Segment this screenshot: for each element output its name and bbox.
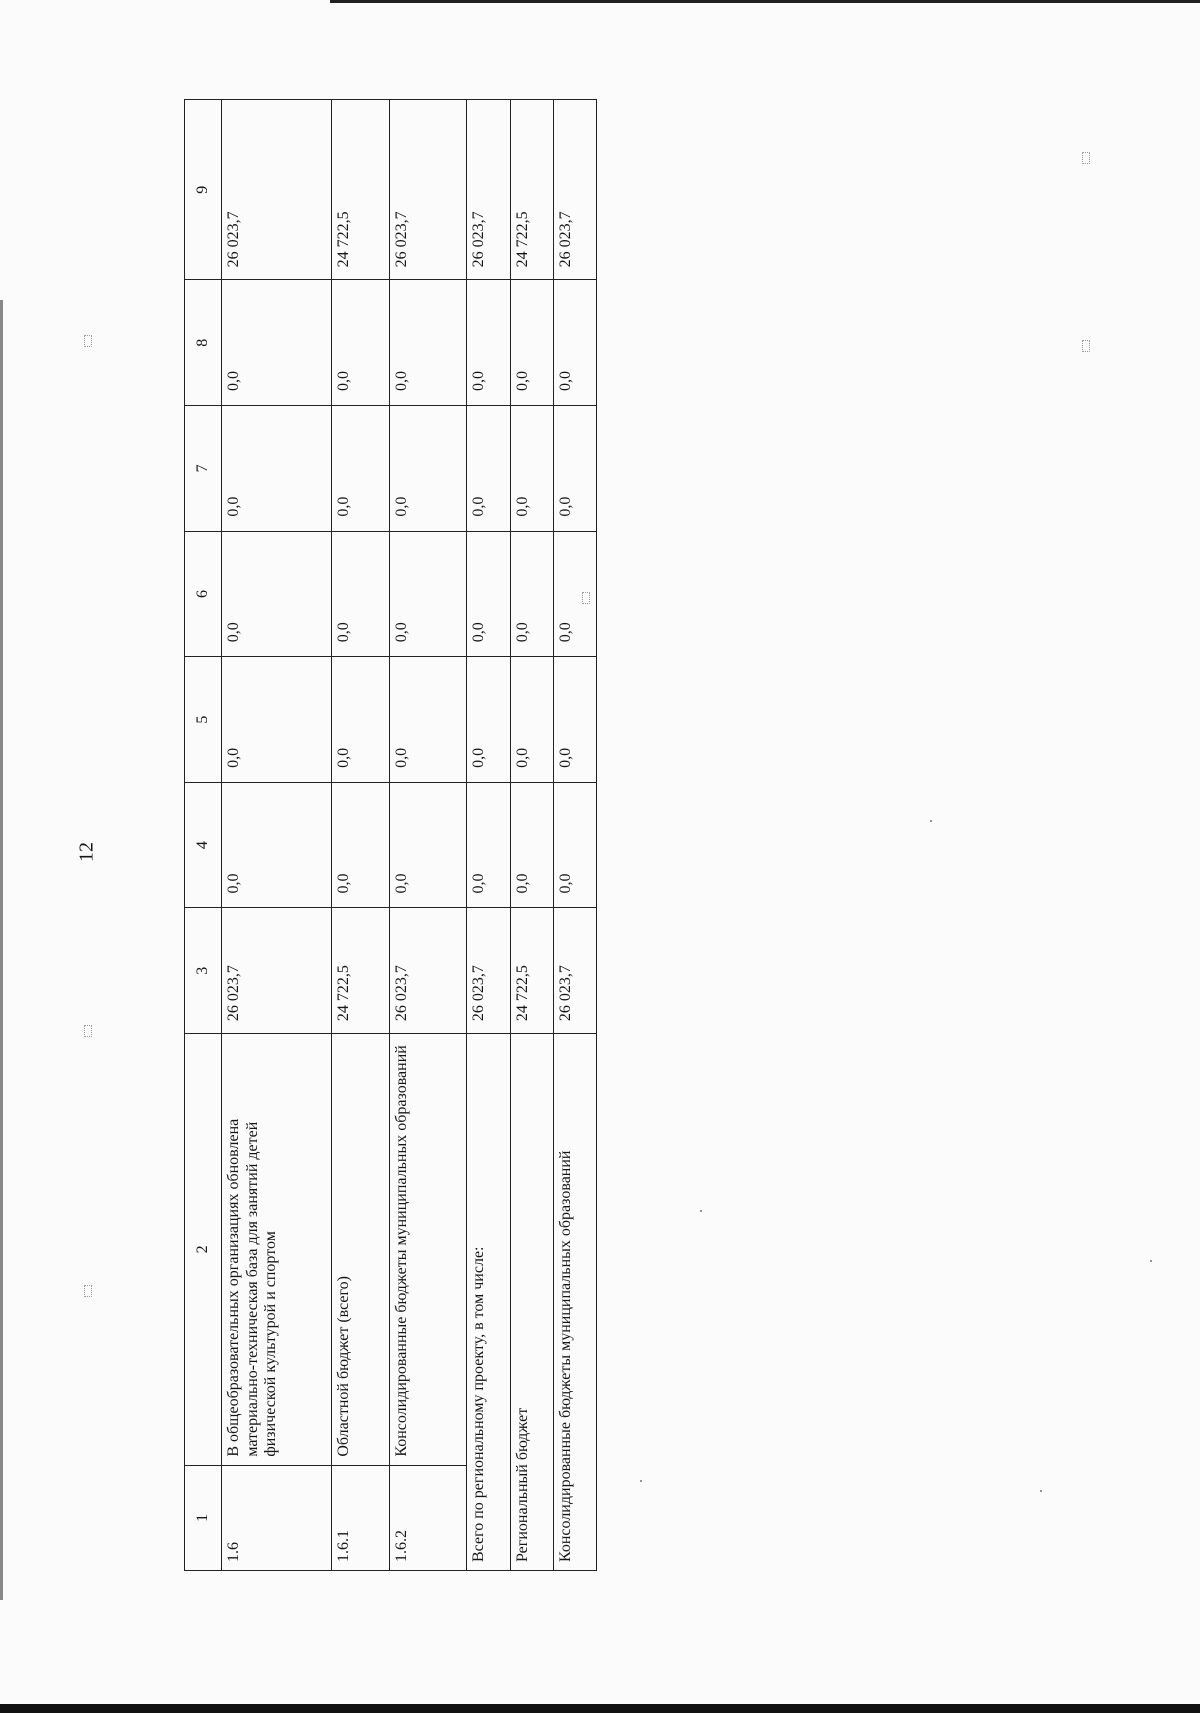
row-name: Областной бюджет (всего) [331, 1034, 389, 1466]
value-cell: 0,0 [222, 782, 331, 908]
header-cell: 6 [185, 531, 222, 657]
scan-speck [84, 1285, 92, 1297]
total-row [467, 100, 510, 1571]
value-cell: 0,0 [553, 531, 596, 657]
scan-speck [1040, 1490, 1042, 1492]
scan-speck [640, 1480, 642, 1482]
value-cell: 0,0 [467, 531, 510, 657]
scan-speck [84, 335, 92, 347]
total-label: Консолидированные бюджеты муниципальных образований [553, 1034, 596, 1571]
row-name: Консолидированные бюджеты муниципальных образований [389, 1034, 467, 1466]
header-cell: 1 [185, 1465, 222, 1570]
value-cell: 26 023,7 [389, 100, 467, 280]
value-cell: 0,0 [331, 280, 389, 406]
value-cell: 0,0 [389, 782, 467, 908]
row-name: В общеобразовательных организациях обновлена материально-техническая база для занятий детей физической культурой и спортом [222, 1034, 331, 1466]
value-cell: 0,0 [467, 280, 510, 406]
header-cell: 7 [185, 406, 222, 532]
header-cell: 4 [185, 782, 222, 908]
scan-speck [700, 1210, 702, 1212]
value-cell: 0,0 [553, 657, 596, 783]
value-cell: 26 023,7 [467, 100, 510, 280]
total-row [510, 100, 553, 1571]
value-cell: 0,0 [467, 782, 510, 908]
table-row [389, 100, 467, 1571]
value-cell: 24 722,5 [331, 100, 389, 280]
value-cell: 0,0 [553, 280, 596, 406]
value-cell: 0,0 [222, 280, 331, 406]
scan-edge-bottom [0, 1704, 1200, 1713]
value-cell: 24 722,5 [331, 908, 389, 1034]
value-cell: 26 023,7 [222, 908, 331, 1034]
value-cell: 0,0 [467, 406, 510, 532]
value-cell: 0,0 [389, 406, 467, 532]
scan-speck [1082, 152, 1090, 164]
table-row [222, 100, 331, 1571]
value-cell: 0,0 [553, 782, 596, 908]
value-cell: 0,0 [331, 531, 389, 657]
table-header-row [185, 100, 222, 1571]
value-cell: 0,0 [331, 406, 389, 532]
value-cell: 26 023,7 [467, 908, 510, 1034]
header-cell: 9 [185, 100, 222, 280]
row-code: 1.6.2 [389, 1465, 467, 1570]
total-label: Региональный бюджет [510, 1034, 553, 1571]
value-cell: 0,0 [467, 657, 510, 783]
value-cell: 0,0 [222, 406, 331, 532]
scan-speck [930, 820, 932, 822]
value-cell: 0,0 [510, 531, 553, 657]
value-cell: 24 722,5 [510, 908, 553, 1034]
row-code: 1.6.1 [331, 1465, 389, 1570]
scan-edge-top [330, 0, 1200, 3]
value-cell: 0,0 [389, 280, 467, 406]
value-cell: 26 023,7 [222, 100, 331, 280]
table-row [331, 100, 389, 1571]
budget-table [184, 99, 597, 1571]
value-cell: 26 023,7 [389, 908, 467, 1034]
header-cell: 8 [185, 280, 222, 406]
value-cell: 0,0 [510, 280, 553, 406]
rotated-table-frame [184, 99, 597, 1571]
value-cell: 24 722,5 [510, 100, 553, 280]
value-cell: 0,0 [510, 406, 553, 532]
value-cell: 0,0 [510, 657, 553, 783]
value-cell: 0,0 [331, 782, 389, 908]
value-cell: 0,0 [389, 657, 467, 783]
scan-speck [1150, 1260, 1152, 1262]
value-cell: 0,0 [553, 406, 596, 532]
value-cell: 0,0 [331, 657, 389, 783]
value-cell: 0,0 [389, 531, 467, 657]
value-cell: 0,0 [222, 657, 331, 783]
scan-speck [1082, 340, 1090, 352]
header-cell: 2 [185, 1034, 222, 1466]
value-cell: 0,0 [510, 782, 553, 908]
page-number: 12 [75, 842, 98, 862]
header-cell: 5 [185, 657, 222, 783]
value-cell: 0,0 [222, 531, 331, 657]
header-cell: 3 [185, 908, 222, 1034]
scan-edge-left [0, 300, 3, 1600]
scan-speck [84, 1025, 92, 1037]
value-cell: 26 023,7 [553, 908, 596, 1034]
row-code: 1.6 [222, 1465, 331, 1570]
value-cell: 26 023,7 [553, 100, 596, 280]
total-label: Всего по региональному проекту, в том числе: [467, 1034, 510, 1571]
total-row [553, 100, 596, 1571]
